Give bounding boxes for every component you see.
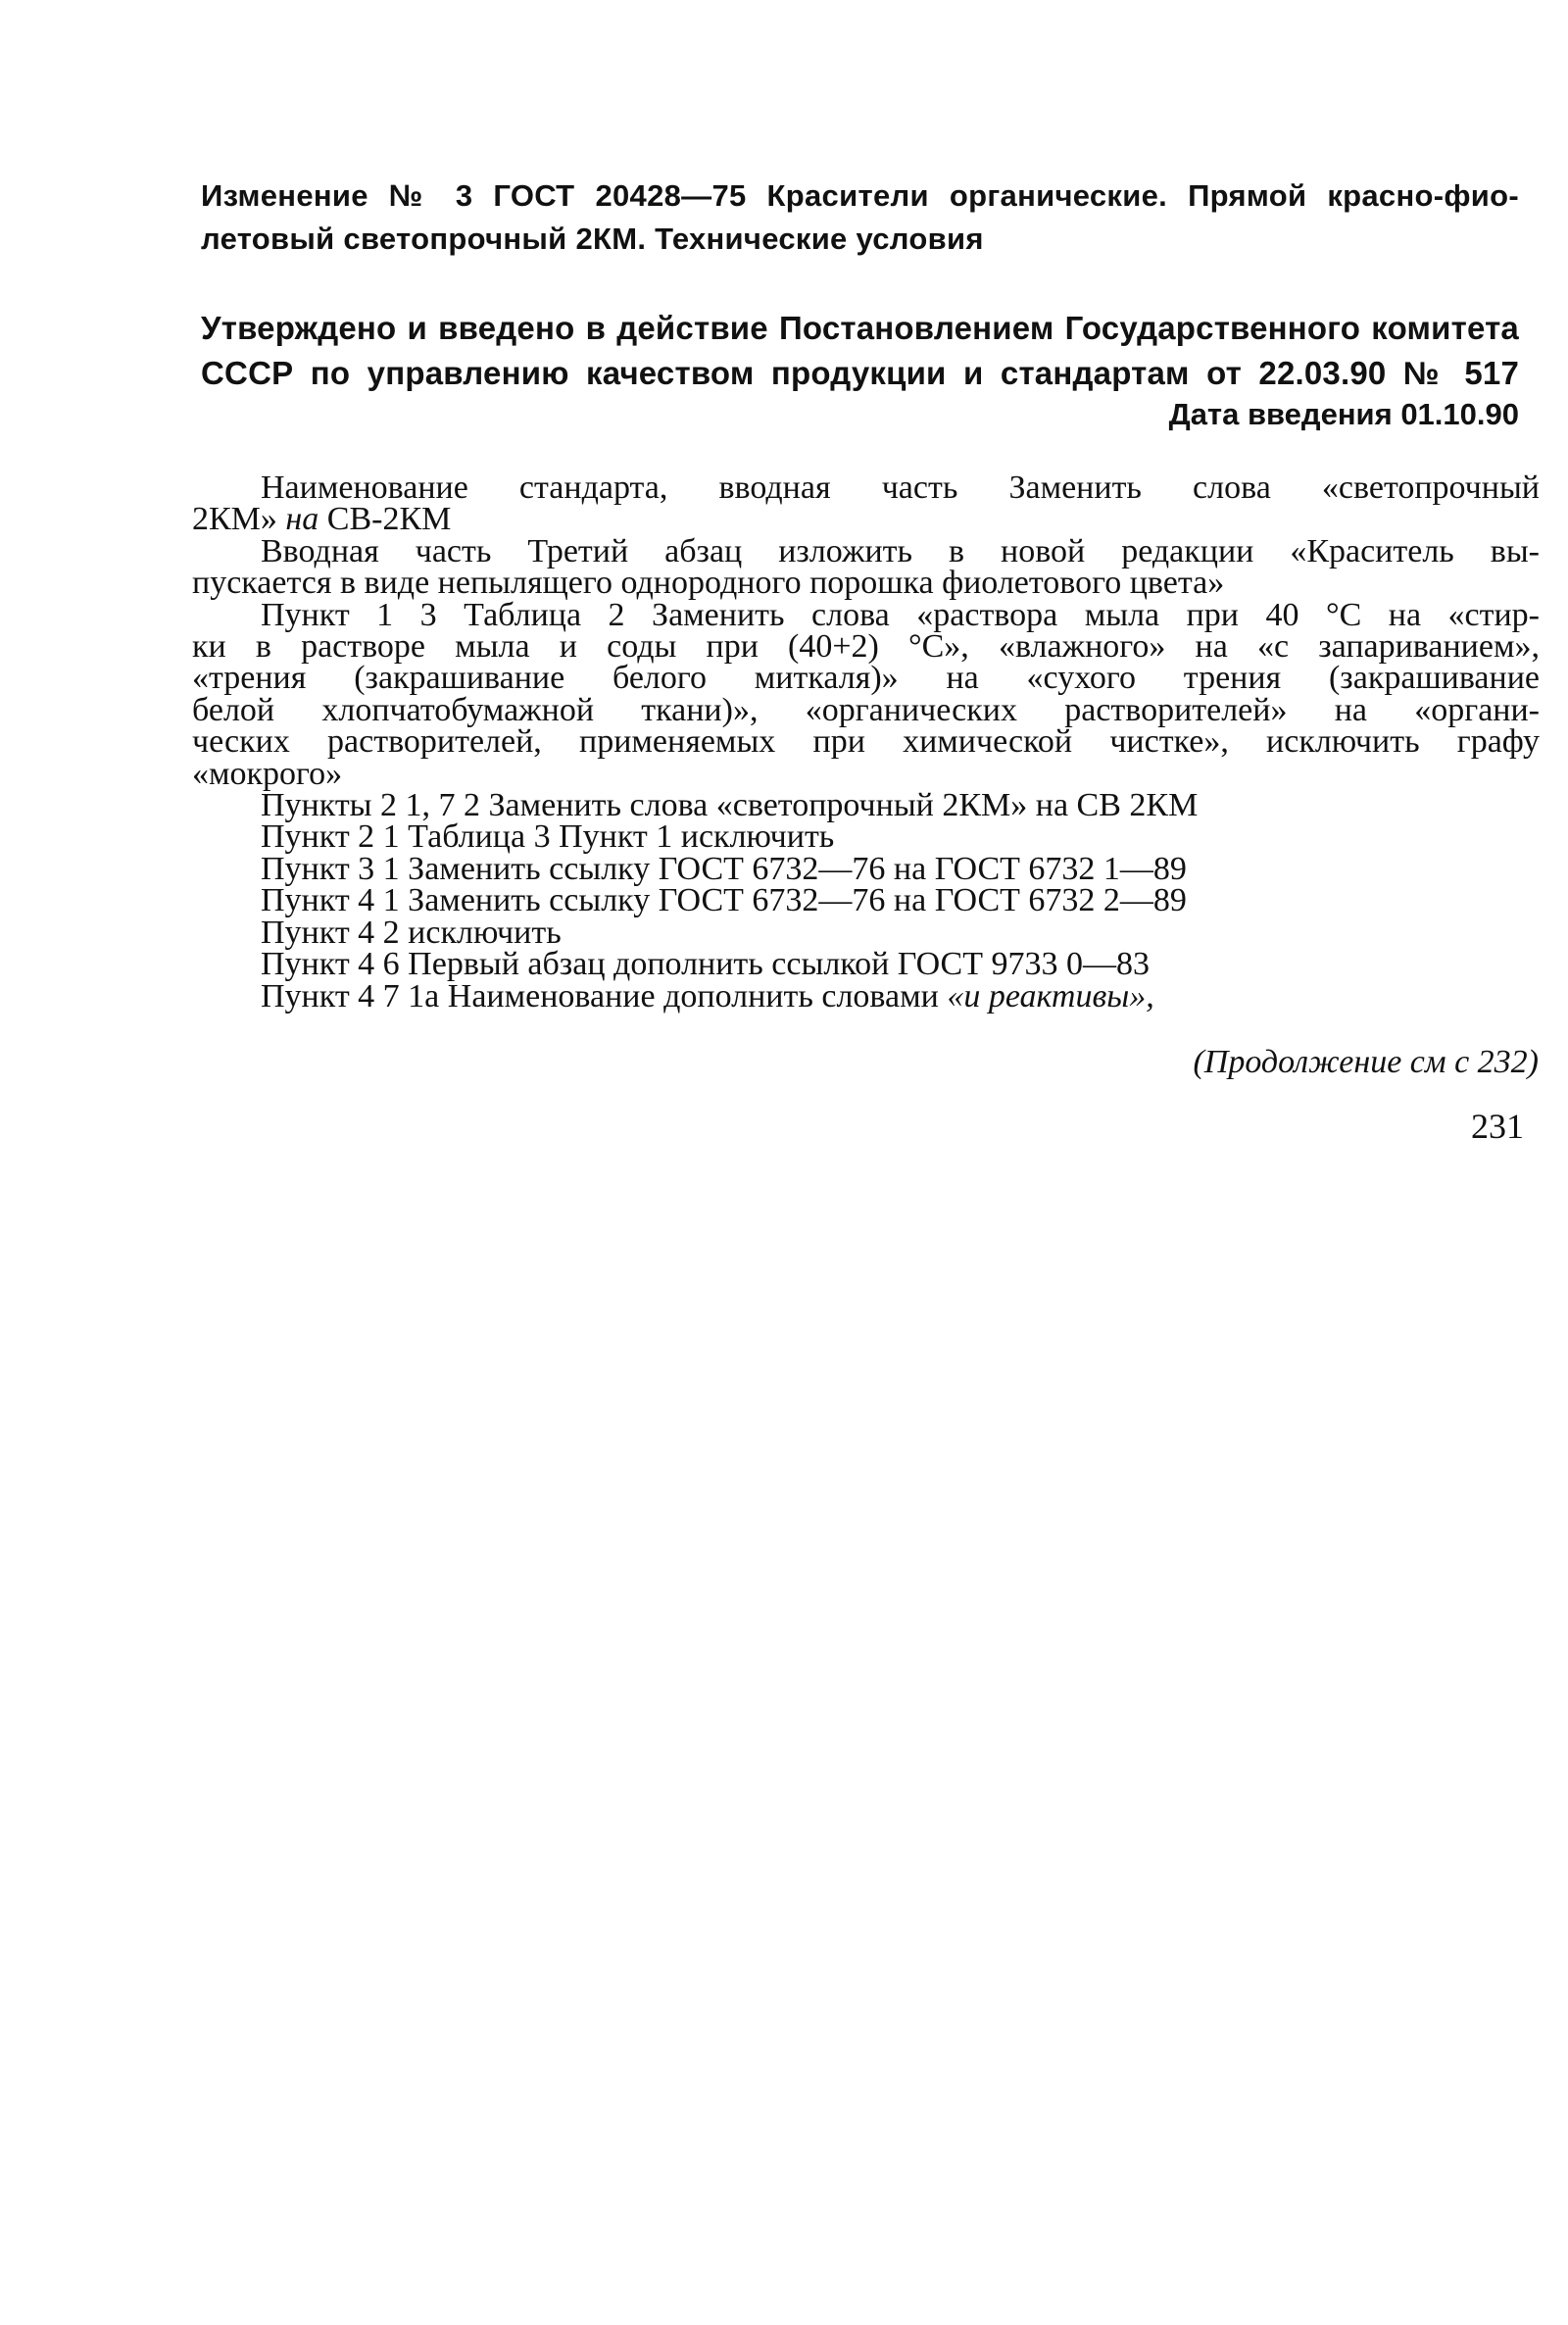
approval-line: Утверждено и введено в действие Постановлением Государственного комитета (201, 310, 1519, 346)
document-body (192, 472, 1540, 1013)
list-item: Пункт 4 6 Первый абзац дополнить ссылкой ГОСТ 9733 0—83 (261, 946, 1150, 983)
text-line: ческих растворителей, применяемых при химической чистке», исключить графу (192, 723, 1540, 761)
title-line: летовый светопрочный 2КМ. Технические условия (201, 222, 984, 256)
text-line: Наименование стандарта, вводная часть Заменить слова «светопрочный (261, 470, 1540, 506)
approval-line: СССР по управлению качеством продукции и стандартам от 22.03.90 № 517 (201, 355, 1519, 391)
page-number: 231 (1471, 1107, 1524, 1146)
list-item: Пункты 2 1, 7 2 Заменить слова «светопрочный 2КМ» на СВ 2КМ (261, 787, 1199, 824)
italic-fragment: «и реактивы», (947, 977, 1154, 1014)
text-line: Пункт 1 3 Таблица 2 Заменить слова «раствора мыла при 40 °С на «стир- (261, 596, 1540, 633)
text-fragment: СВ-2КМ (318, 501, 452, 538)
approval-statement (201, 306, 1519, 396)
text-fragment: Пункт 4 7 1а Наименование дополнить словами (261, 977, 948, 1014)
list-item: Пункт 3 1 Заменить ссылку ГОСТ 6732—76 на ГОСТ 6732 1—89 (261, 850, 1187, 887)
introduction-date: Дата введения 01.10.90 (1168, 397, 1519, 431)
text-line: белой хлопчатобумажной ткани)», «органических растворителей» на «органи- (192, 691, 1540, 728)
document-title (201, 174, 1519, 261)
text-line: Вводная часть Третий абзац изложить в новой редакции «Краситель вы- (261, 532, 1540, 569)
title-line: Изменение № 3 ГОСТ 20428—75 Красители органические. Прямой красно-фио- (201, 178, 1519, 213)
list-item (192, 977, 1540, 1014)
text-line (192, 501, 1540, 538)
paragraph-name-change (192, 472, 1540, 536)
text-line: «мокрого» (192, 755, 343, 792)
paragraph-table2-change (192, 596, 1540, 792)
text-line: ки в растворе мыла и соды при (40+2) °С», «влажного» на «с запариванием», (192, 628, 1540, 666)
text-line: пускается в виде непылящего однородного порошка фиолетового цвета» (192, 565, 1225, 602)
text-line: «трения (закрашивание белого миткаля)» на «сухого трения (закрашивание (192, 660, 1540, 697)
paragraph-intro-change (192, 532, 1540, 602)
list-item: Пункт 2 1 Таблица 3 Пункт 1 исключить (261, 818, 835, 856)
continuation-note: (Продолжение см с 232) (1193, 1044, 1539, 1080)
list-item: Пункт 4 1 Заменить ссылку ГОСТ 6732—76 на ГОСТ 6732 2—89 (261, 882, 1187, 919)
text-fragment: 2КМ» (192, 501, 286, 538)
list-item: Пункт 4 2 исключить (261, 914, 562, 951)
italic-fragment: на (285, 501, 319, 538)
